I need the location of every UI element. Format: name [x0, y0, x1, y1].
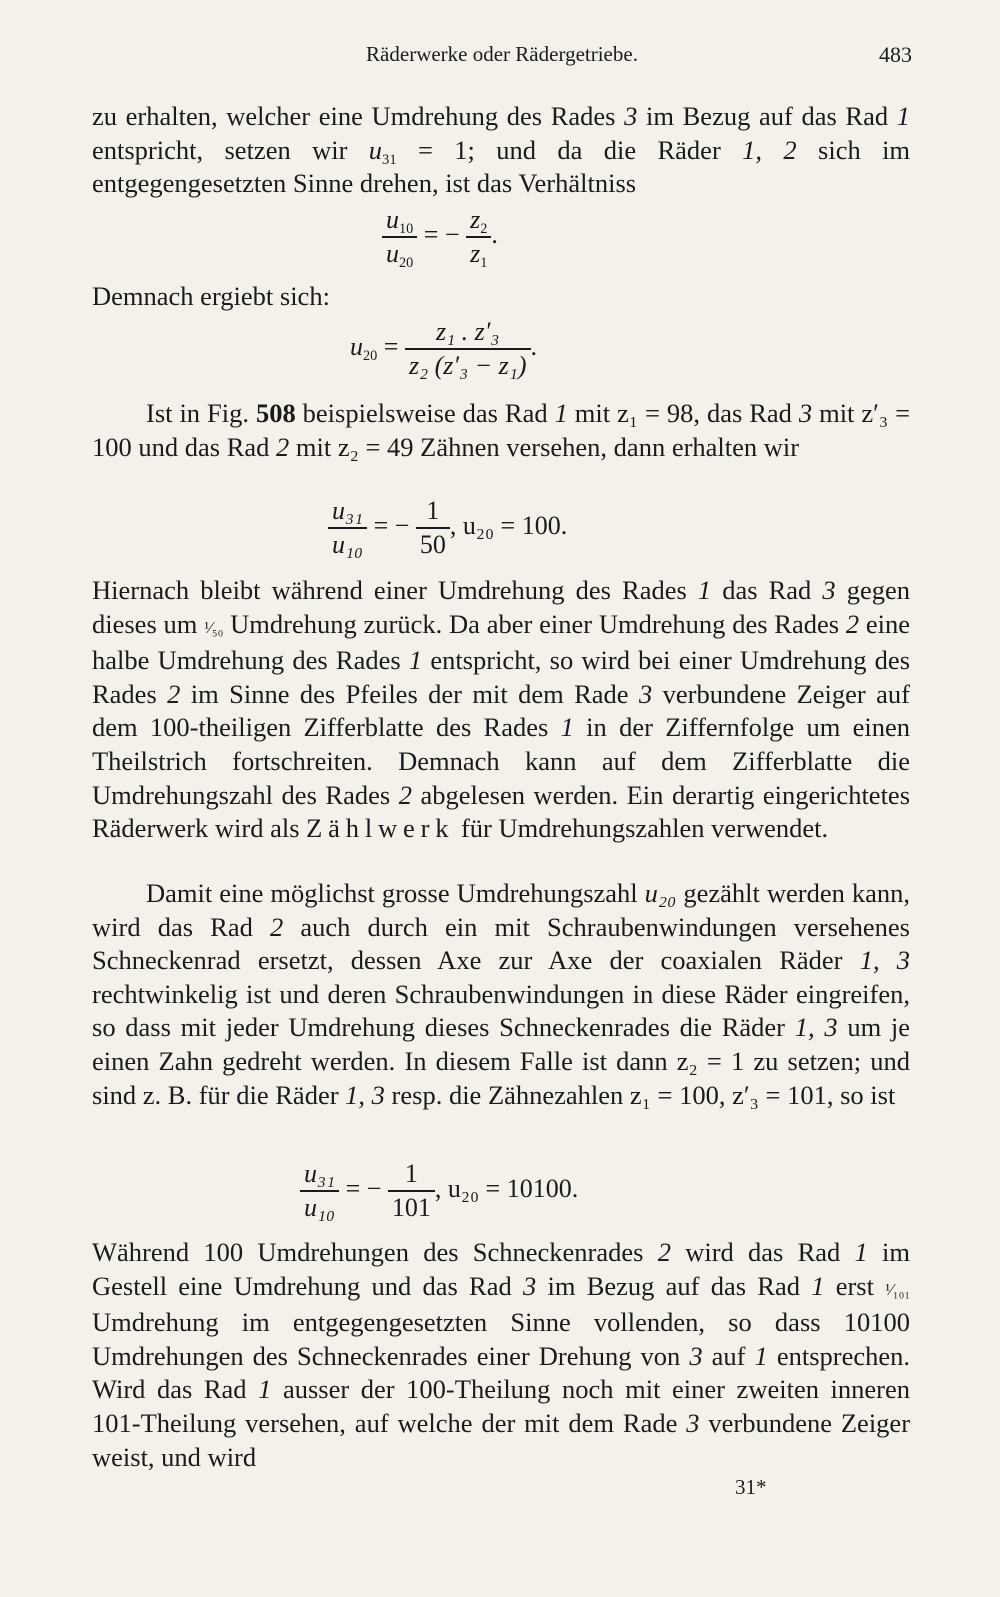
- signature-mark: 31*: [735, 1475, 767, 1499]
- running-head: Räderwerke oder Rädergetriebe.: [366, 42, 638, 66]
- paragraph-6: Während 100 Umdrehungen des Schneckenrades 2 wird das Rad 1 im Gestell eine Umdrehung und das Rad 3 im Bezug auf das Rad 1 erst ¹⁄₁₀₁ Umdrehung im entgegengesetzten Sinne vollenden, so dass 10100 Umdrehungen des Schneckenrades einer Drehung von 3 auf 1 entsprechen. Wird das Rad 1 ausser der 100-Theilung noch mit einer zweiten inneren 101-Theilung versehen, auf welche der mit dem Rade 3 verbundene Zeiger weist, und wird: [92, 1237, 911, 1472]
- equation-50: $\frac{\text{u₃₁}}{\text{u₁₀}}$ = − $\frac{1}{50}$ , u₂₀ = 100.: [328, 497, 567, 559]
- paragraph-3: Ist in Fig. 508 beispielsweise das Rad 1 mit z₁ = 98, das Rad 3 mit z′₃ = 100 und das Rad 2 mit z₂ = 49 Zähnen versehen, dann erhalten wir: [92, 398, 911, 462]
- equation-101: $\frac{\text{u₃₁}}{\text{u₁₀}}$ = − $\frac{1}{101}$ , u₂₀ = 10100.: [300, 1160, 578, 1222]
- equation-ratio: $\frac{u_{10}}{u_{20}}$ = − $\frac{z_2}{z_1}$ .: [382, 206, 498, 268]
- paragraph-1: zu erhalten, welcher eine Umdrehung des Rades 3 im Bezug auf das Rad 1 entspricht, setzen wir $u_{31} = 1$; und da die Räder 1, 2 sich im entgegengesetzten Sinne drehen, ist das Verhältniss: [92, 101, 911, 199]
- paragraph-2: Demnach ergiebt sich:: [92, 281, 330, 311]
- page-number: 483: [879, 42, 912, 67]
- paragraph-5: Damit eine möglichst grosse Umdrehungszahl u₂₀ gezählt werden kann, wird das Rad 2 auch durch ein mit Schraubenwindungen versehenes Schneckenrad ersetzt, dessen Axe zur Axe der coaxialen Räder 1, 3 rechtwinkelig ist und deren Schraubenwindungen in diese Räder eingreifen, so dass mit jeder Umdrehung dieses Schneckenrades die Räder 1, 3 um je einen Zahn gedreht werden. In diesem Falle ist dann z₂ = 1 zu setzen; und sind z. B. für die Räder 1, 3 resp. die Zähnezahlen z₁ = 100, z′₃ = 101, so ist: [92, 878, 911, 1110]
- term-zaehlwerk: Zählwerk: [306, 813, 455, 844]
- paragraph-4: Hiernach bleibt während einer Umdrehung des Rades 1 das Rad 3 gegen dieses um ¹⁄₅₀ Umdrehung zurück. Da aber einer Umdrehung des Rades 2 eine halbe Umdrehung des Rades 1 entspricht, so wird bei einer Umdrehung des Rades 2 im Sinne des Pfeiles der mit dem Rade 3 verbundene Zeiger auf dem 100-theiligen Zifferblatte des Rades 1 in der Ziffernfolge um einen Theilstrich fortschreiten. Demnach kann auf dem Zifferblatte die Umdrehungszahl des Rades 2 abgelesen werden. Ein derartig eingerichtetes Räderwerk wird als Zählwerk für Umdrehungszahlen verwendet.: [92, 575, 911, 844]
- page-header: [92, 42, 912, 76]
- equation-u20: $u_{20}$ = $\frac{\text{z₁ . z′₃}}{\text{z₂ (z′₃ − z₁)}}$ .: [350, 317, 537, 380]
